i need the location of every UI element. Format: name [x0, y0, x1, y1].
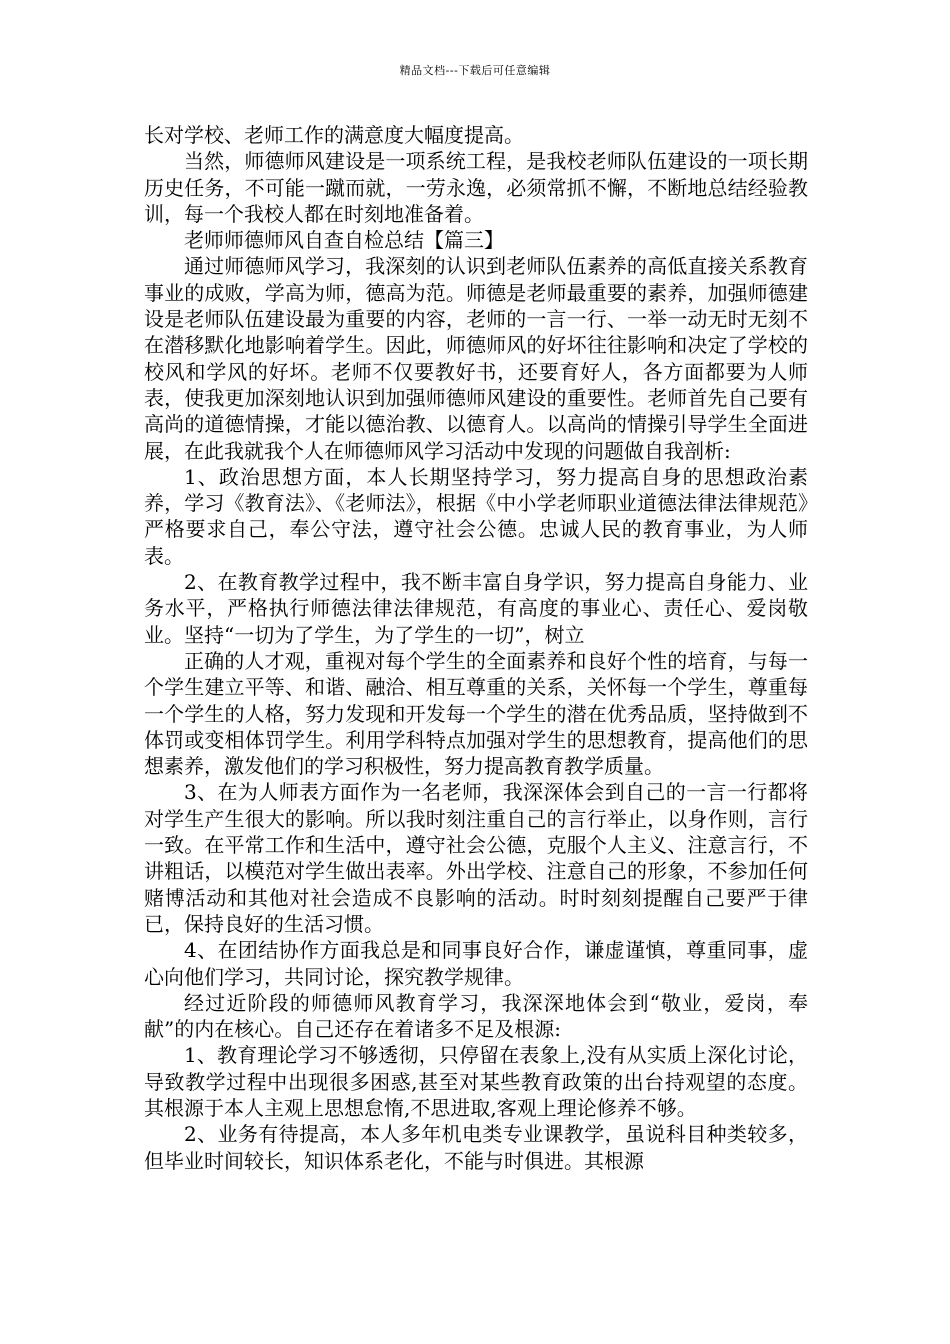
list-item: 3、在为人师表方面作为一名老师，我深深体会到自己的一言一行都将对学生产生很大的影响。所以我时刻注重自己的言行举止，以身作则，言行一致。在平常工作和生活中，遵守社会公德，克服个人主义、注意言行，不讲粗话，以模范对学生做出表率。外出学校、注意自己的形象，不参加任何赌博活动和其他对社会造成不良影响的活动。时时刻刻提醒自己要严于律已，保持良好的生活习惯。: [144, 780, 808, 936]
paragraph: 通过师德师风学习，我深刻的认识到老师队伍素养的高低直接关系教育事业的成败，学高为师，德高为范。师德是老师最重要的素养，加强师德建设是老师队伍建设最为重要的内容，老师的一言一行、一举一动无时无刻不在潜移默化地影响着学生。因此，师德师风的好坏往往影响和决定了学校的校风和学风的好坏。老师不仅要教好书，还要育好人，各方面都要为人师表，使我更加深刻地认识到加强师德师风建设的重要性。老师首先自己要有高尚的道德情操，才能以德治教、以德育人。以高尚的情操引导学生全面进展，在此我就我个人在师德师风学习活动中发现的问题做自我剖析:: [144, 254, 808, 463]
paragraph: 当然，师德师风建设是一项系统工程，是我校老师队伍建设的一项长期历史任务，不可能一蹴而就，一劳永逸，必须常抓不懈，不断地总结经验教训，每一个我校人都在时刻地准备着。: [144, 149, 808, 226]
page-header: 精品文档---下载后可任意编辑: [399, 64, 551, 77]
paragraph-continuation: 长对学校、老师工作的满意度大幅度提高。: [144, 123, 524, 147]
section-heading: 老师师德师风自查自检总结【篇三】: [184, 228, 504, 253]
list-item: 1、教育理论学习不够透彻，只停留在表象上,没有从实质上深化讨论，导致教学过程中出现很多困惑,甚至对某些教育政策的出台持观望的态度。其根源于本人主观上思想怠惰,不思进取,客观上理论修养不够。: [144, 1043, 808, 1120]
list-item: 2、在教育教学过程中，我不断丰富自身学识，努力提高自身能力、业务水平，严格执行师德法律法律规范，有高度的事业心、责任心、爱岗敬业。坚持“一切为了学生，为了学生的一切”，树立: [144, 570, 808, 647]
document-body: [144, 122, 808, 1174]
paragraph: 正确的人才观，重视对每个学生的全面素养和良好个性的培育，与每一个学生建立平等、和谐、融洽、相互尊重的关系，关怀每一个学生，尊重每一个学生的人格，努力发现和开发每一个学生的潜在优秀品质，坚持做到不体罚或变相体罚学生。利用学科特点加强对学生的思想教育，提高他们的思想素养，激发他们的学习积极性，努力提高教育教学质量。: [144, 648, 808, 779]
list-item: 4、在团结协作方面我总是和同事良好合作，谦虚谨慎，尊重同事，虚心向他们学习，共同讨论，探究教学规律。: [144, 938, 808, 989]
list-item: 1、政治思想方面，本人长期坚持学习，努力提高自身的思想政治素养，学习《教育法》、《老师法》，根据《中小学老师职业道德法律法律规范》严格要求自己，奉公守法，遵守社会公德。忠诚人民的教育事业，为人师表。: [144, 464, 808, 568]
list-item: 2、业务有待提高，本人多年机电类专业课教学，虽说科目种类较多，但毕业时间较长，知识体系老化，不能与时俱进。其根源: [144, 1122, 808, 1173]
paragraph: 经过近阶段的师德师风教育学习，我深深地体会到“敬业，爱岗，奉献”的内在核心。自己还存在着诸多不足及根源:: [144, 990, 808, 1042]
